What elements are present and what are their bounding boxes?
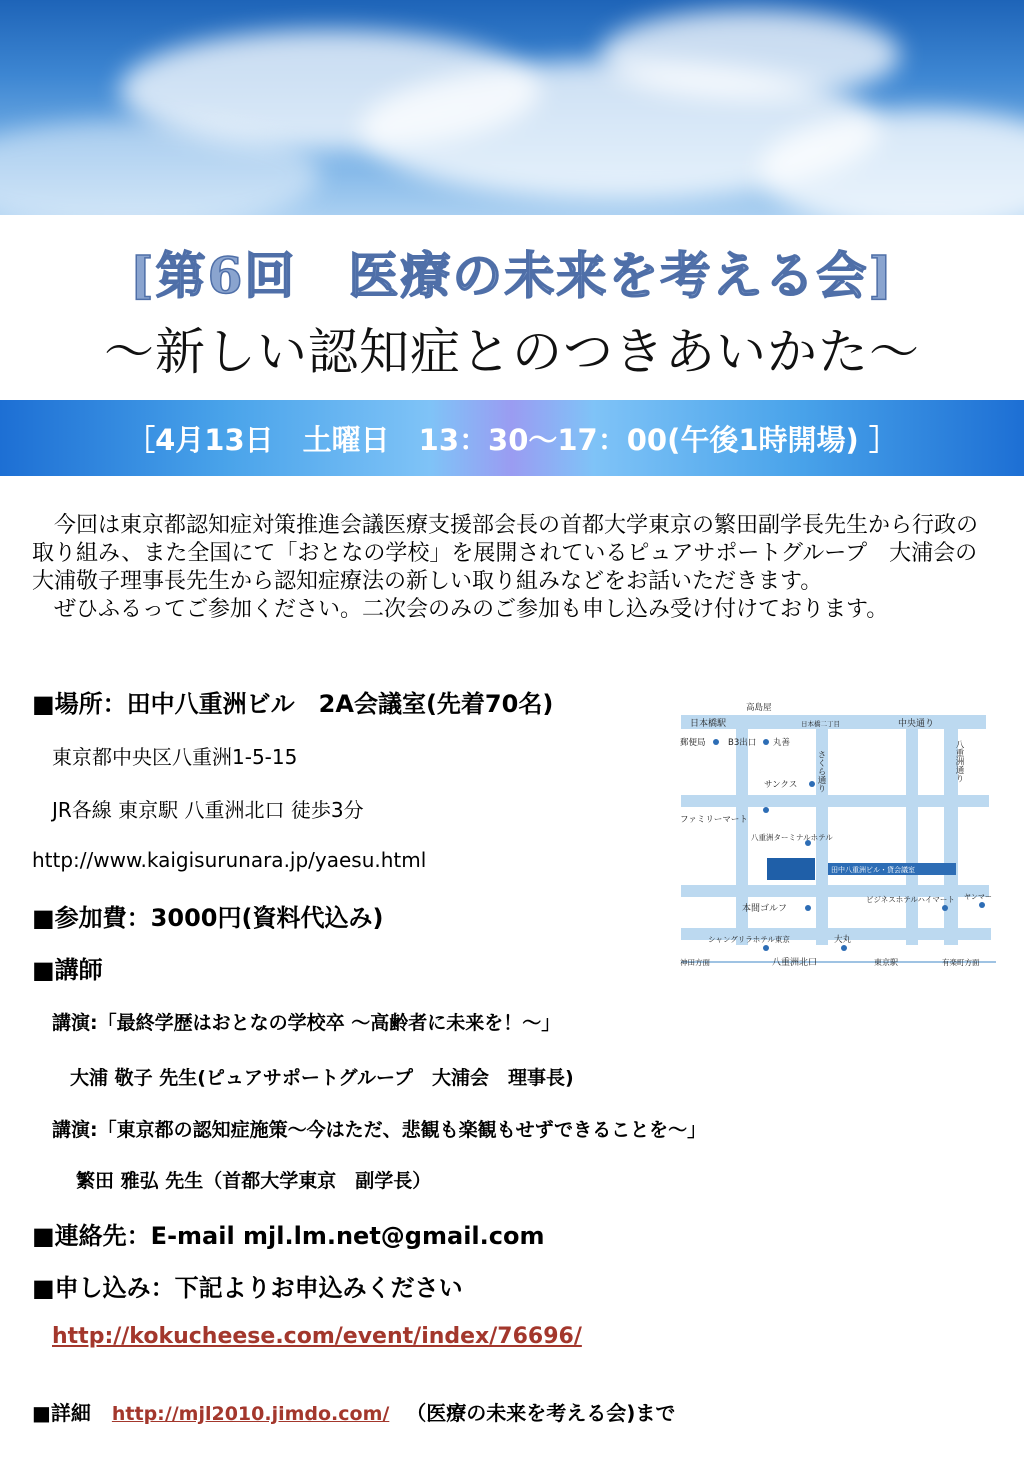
map-road [906,715,918,945]
map-label: 大丸 [834,935,852,945]
details-suffix: （医療の未来を考える会)まで [406,1401,676,1425]
map-label: 田中八重洲ビル・貸会議室 [831,866,915,874]
map-marker [809,781,815,787]
intro-text [32,512,997,624]
lecture-1-title: 講演:「最終学歴はおとなの学校卒 ～高齢者に未来を！～」 [52,1012,561,1034]
contact-info: ■連絡先：E-mail mjl.lm.net@gmail.com [32,1222,545,1250]
map-label: 日本橋二丁目 [801,720,840,728]
apply-link[interactable]: http://kokucheese.com/event/index/76696/ [52,1324,582,1349]
map-label: 東京駅 [874,958,898,967]
venue-heading: ■場所：田中八重洲ビル 2A会議室(先着70名) [32,690,554,718]
event-subtitle: ～新しい認知症とのつきあいかた～ [104,323,920,381]
access-map [676,680,1011,975]
map-label: 丸善 [773,738,791,748]
map-marker [979,902,985,908]
map-label: シャングリラホテル東京 [708,935,790,944]
map-label: 神田方面 [680,958,710,967]
intro-paragraph: ぜひふるってご参加ください。二次会のみのご参加も申し込み受け付けております。 [32,597,889,622]
map-label: 中央通り [898,719,935,729]
map-marker [763,945,769,951]
map-label: さくら通り [816,750,826,793]
intro-paragraph: 今回は東京都認知症対策推進会議医療支援部会長の首都大学東京の繁田副学長先生から行政の取り組み、また全国にて「おとなの学校」を展開されているピュアサポートグループ 大浦会の大浦敬子理事長先生から認知症療法の新しい取り組みなどをお話いただきます。 [32,513,979,594]
venue-address: 東京都中央区八重洲1-5-15 [52,745,298,769]
details-label: ■詳細 [32,1401,91,1425]
map-road [681,795,989,807]
map-venue-building [767,858,815,880]
map-label: 八重洲北口 [772,958,818,968]
map-label: 八重洲ターミナルホテル [751,833,833,842]
map-marker [763,807,769,813]
map-label: ビジネスホテルハイマート [866,895,955,904]
venue-access: JR各線 東京駅 八重洲北口 徒歩3分 [52,798,364,822]
map-marker [763,739,769,745]
event-date-time: ［4月13日 土曜日 13：30～17：00(午後1時開場) ］ [126,423,898,457]
map-marker [841,945,847,951]
event-title: [第6回 医療の未来を考える会] [129,246,895,305]
apply-heading: ■申し込み：下記よりお申込みください [32,1274,463,1302]
map-label: 本間ゴルフ [742,904,788,914]
fee-heading: ■参加費：3000円(資料代込み) [32,904,384,932]
map-label: 八重洲通り [954,740,964,783]
map-label: ヤンマー [964,893,992,901]
map-marker [942,905,948,911]
map-label: 郵便局 [680,738,706,748]
speaker-2-name: 繁田 雅弘 先生（首都大学東京 副学長） [76,1170,432,1192]
speakers-heading: ■講師 [32,956,103,984]
sky-banner-image [0,0,1024,215]
map-label: ファミリーマート [680,815,748,825]
details-link[interactable]: http://mjl2010.jimdo.com/ [111,1403,390,1425]
details-row [32,1397,675,1426]
map-label: 日本橋駅 [690,719,727,729]
map-marker [713,739,719,745]
map-marker [805,905,811,911]
map-label: B3出口 [728,738,757,748]
map-label: 有楽町方面 [942,958,980,967]
speaker-1-name: 大浦 敬子 先生(ピュアサポートグループ 大浦会 理事長) [70,1067,574,1089]
map-label: 高島屋 [746,703,772,713]
lecture-2-title: 講演:「東京都の認知症施策～今はただ、悲観も楽観もせずできることを～」 [52,1119,707,1141]
venue-url-link[interactable]: http://www.kaigisurunara.jp/yaesu.html [32,848,427,872]
map-label: サンクス [764,780,798,790]
